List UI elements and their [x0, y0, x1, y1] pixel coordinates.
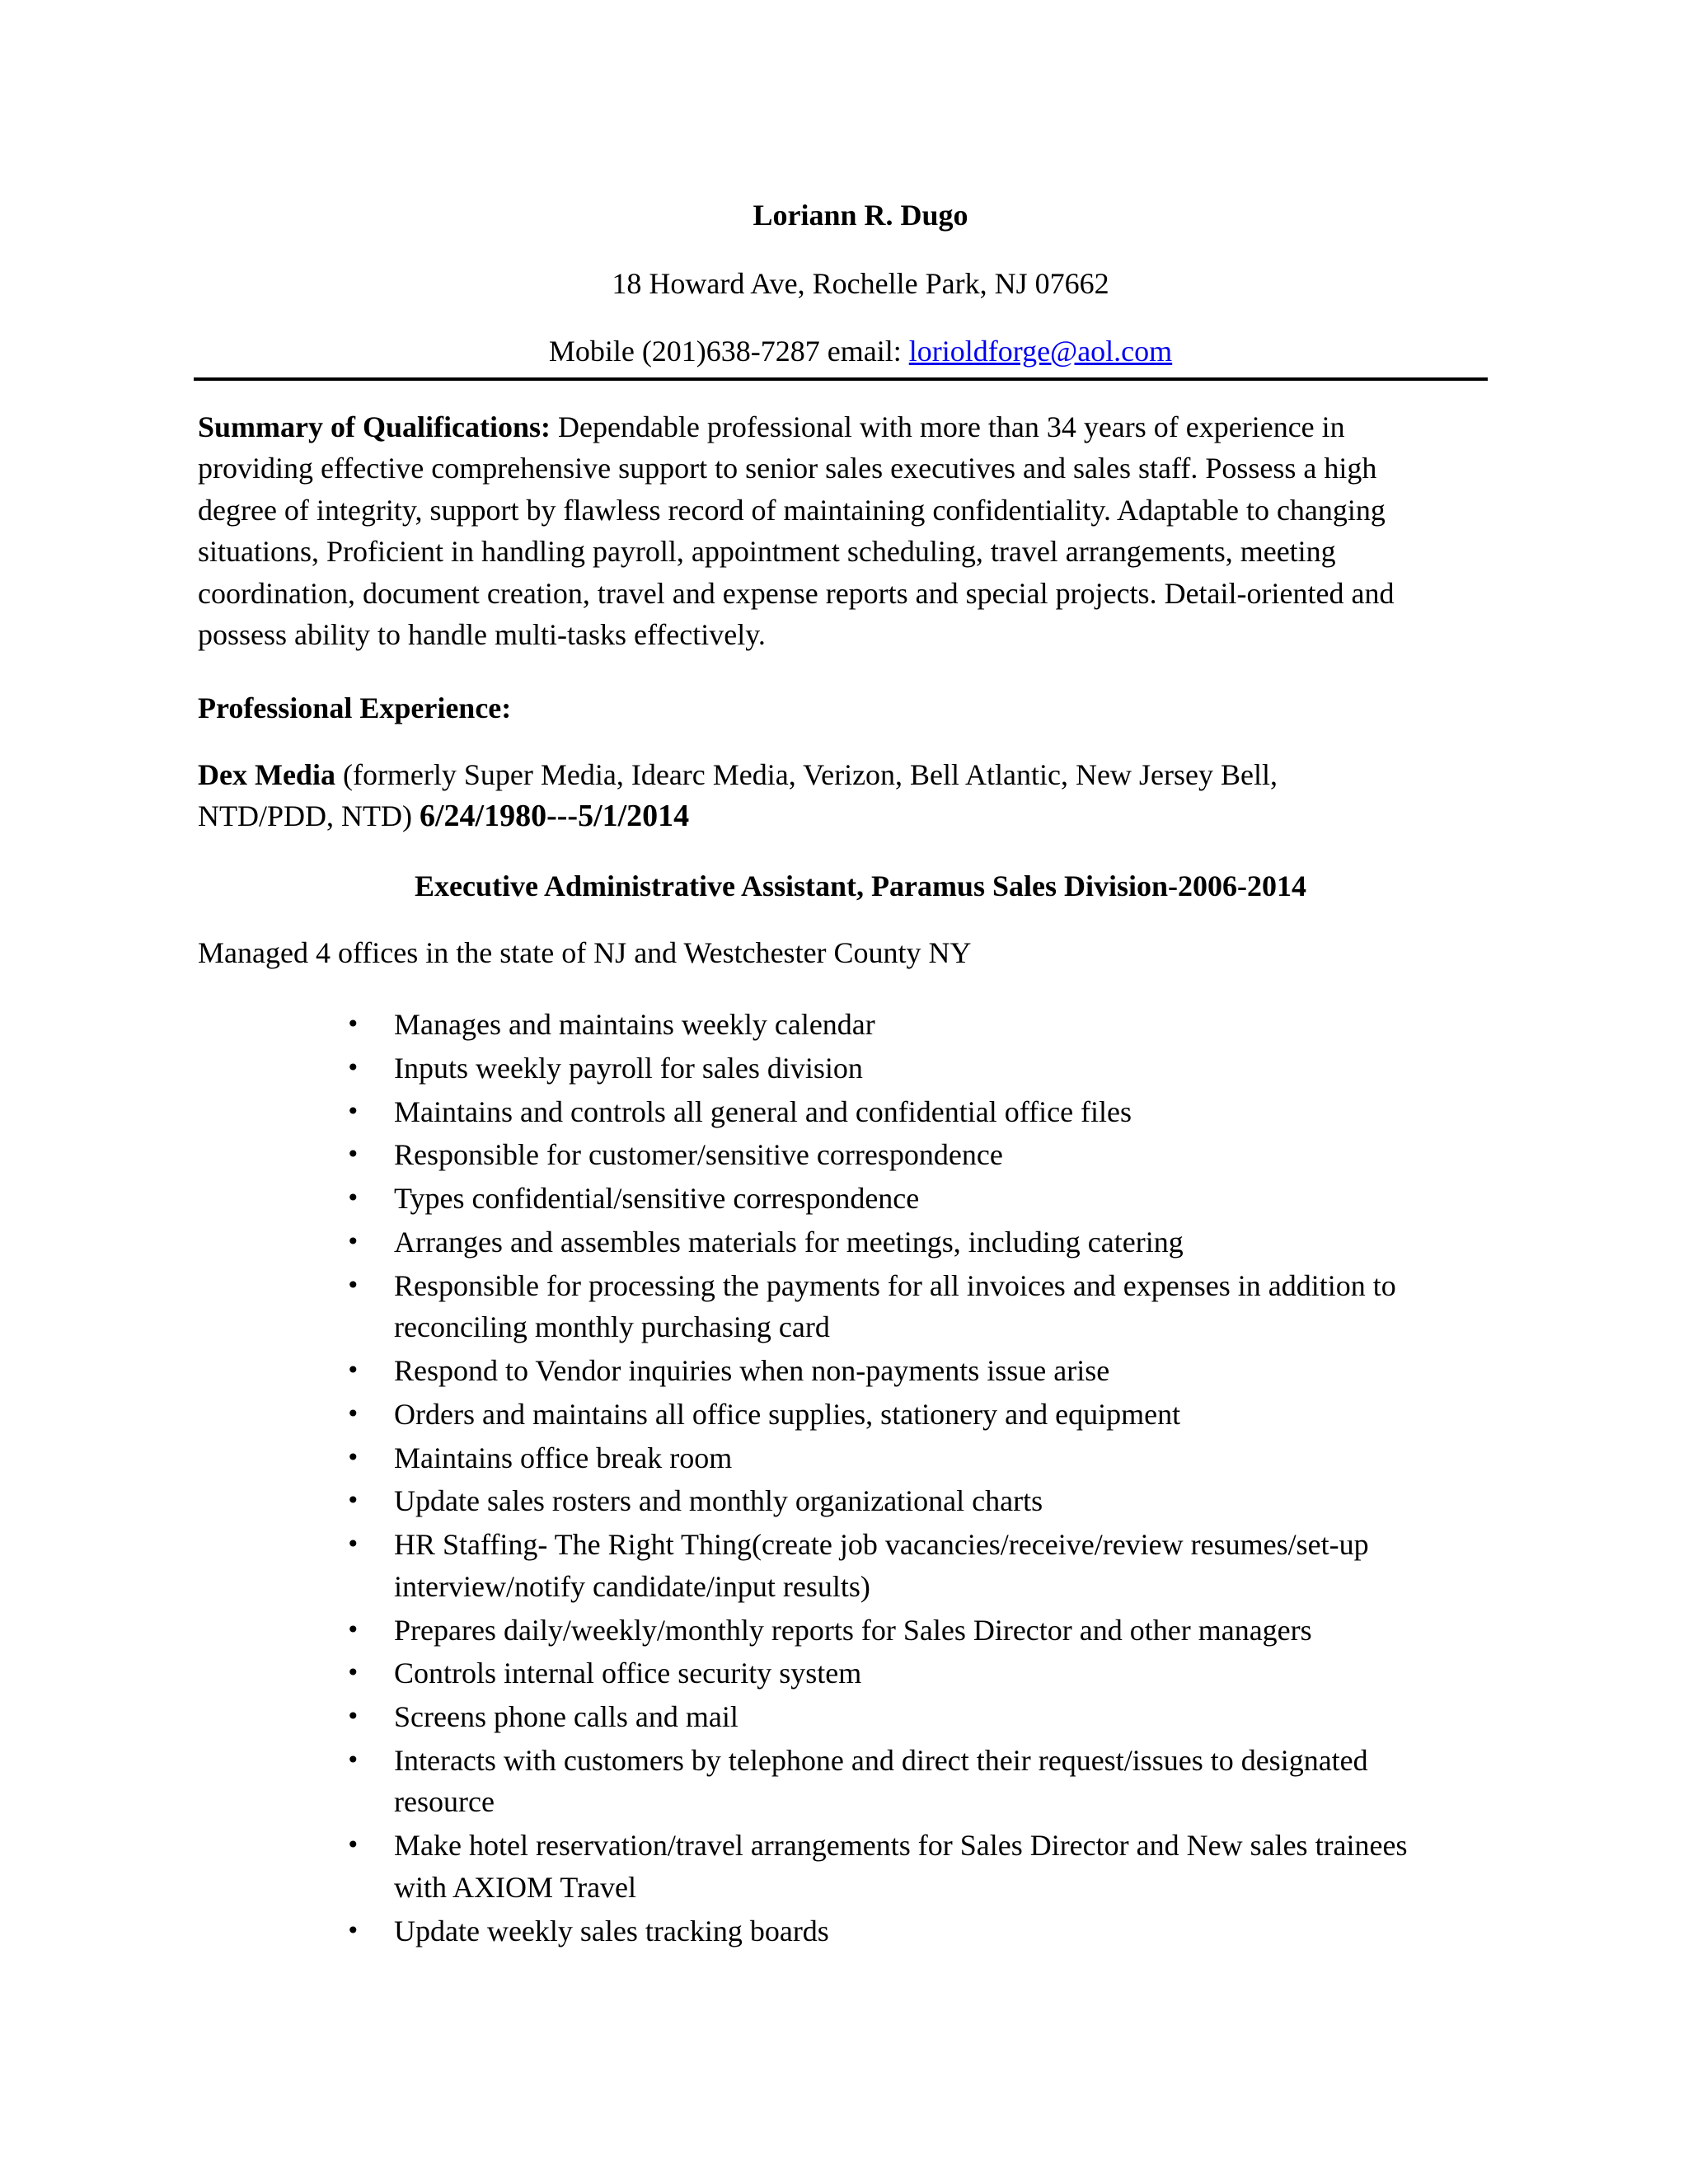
duty-item: [346, 1825, 1500, 1908]
duty-text: Types confidential/sensitive correspondence: [394, 1182, 920, 1216]
summary-line: providing effective comprehensive support to senior sales executives and sales staff. Possess a high: [198, 452, 1377, 485]
professional-experience-heading: Professional Experience:: [198, 691, 512, 724]
duty-text: resource: [394, 1785, 495, 1819]
bullet-icon: •: [346, 1227, 360, 1255]
summary-line: possess ability to handle multi-tasks effectively.: [198, 618, 766, 652]
duty-text: Respond to Vendor inquiries when non-payments issue arise: [394, 1354, 1110, 1388]
bullet-icon: •: [346, 1615, 360, 1643]
company-line: Dex Media (formerly Super Media, Idearc Media, Verizon, Bell Atlantic, New Jersey Bell,: [198, 758, 1278, 791]
company-line: NTD/PDD, NTD) 6/24/1980---5/1/2014: [198, 799, 690, 833]
duty-text: reconciling monthly purchasing card: [394, 1310, 830, 1344]
bullet-icon: •: [346, 1053, 360, 1081]
candidate-address: 18 Howard Ave, Rochelle Park, NJ 07662: [612, 267, 1109, 300]
contact-line: [16, 334, 1688, 368]
bullet-icon: •: [346, 1916, 360, 1944]
candidate-name: Loriann R. Dugo: [753, 199, 968, 232]
employment-dates: 6/24/1980---5/1/2014: [419, 799, 690, 833]
bullet-icon: •: [346, 1357, 360, 1385]
bullet-icon: •: [346, 1141, 360, 1169]
duty-item: [346, 1091, 1500, 1133]
duty-item: [346, 1524, 1500, 1607]
duty-item: [346, 1265, 1500, 1348]
duty-item: [346, 1696, 1500, 1738]
bullet-icon: •: [346, 1530, 360, 1558]
duty-text: Maintains office break room: [394, 1441, 733, 1474]
duty-item: [346, 1610, 1500, 1652]
summary-line: situations, Proficient in handling payroll, appointment scheduling, travel arrangements, meeting: [198, 535, 1336, 569]
duty-item: [346, 1437, 1500, 1479]
duty-item: [346, 1480, 1500, 1522]
email-link[interactable]: lorioldforge@aol.com: [908, 335, 1173, 368]
bullet-icon: •: [346, 1746, 360, 1774]
duty-text: Responsible for customer/sensitive correspondence: [394, 1138, 1003, 1172]
phone-text: Mobile (201)638-7287 email:: [548, 335, 902, 368]
duty-item: [346, 1652, 1500, 1694]
duty-text: with AXIOM Travel: [394, 1870, 637, 1904]
bullet-icon: •: [346, 1271, 360, 1299]
duty-text: Responsible for processing the payments for all invoices and expenses in addition to: [394, 1268, 1396, 1302]
duty-text: Maintains and controls all general and confidential office files: [394, 1094, 1132, 1128]
duty-text: interview/notify candidate/input results): [394, 1569, 870, 1603]
header-divider: [194, 377, 1488, 381]
summary-line: degree of integrity, support by flawless record of maintaining confidentiality. Adaptable to changing: [198, 493, 1386, 527]
duty-text: Make hotel reservation/travel arrangements for Sales Director and New sales trainees: [394, 1829, 1408, 1863]
duty-item: [346, 1047, 1500, 1090]
duty-text: Orders and maintains all office supplies, stationery and equipment: [394, 1397, 1181, 1431]
duty-item: [346, 1221, 1500, 1263]
job-title: Executive Administrative Assistant, Paramus Sales Division-2006-2014: [414, 869, 1306, 902]
summary-line: Summary of Qualifications: Dependable professional with more than 34 years of experience in: [198, 410, 1345, 443]
bullet-icon: •: [346, 1184, 360, 1212]
bullet-icon: •: [346, 1443, 360, 1471]
duty-text: Controls internal office security system: [394, 1657, 862, 1690]
bullet-icon: •: [346, 1487, 360, 1515]
summary-line: coordination, document creation, travel and expense reports and special projects. Detail-oriented and: [198, 576, 1395, 610]
duty-item: [346, 1350, 1500, 1392]
duty-text: Inputs weekly payroll for sales division: [394, 1051, 863, 1085]
summary-section: [198, 406, 1467, 655]
managed-offices-text: Managed 4 offices in the state of NJ and Westchester County NY: [198, 936, 972, 969]
company-block: [198, 754, 1484, 837]
summary-label: Summary of Qualifications:: [198, 410, 551, 443]
bullet-icon: •: [346, 1097, 360, 1125]
duty-item: [346, 1394, 1500, 1436]
duty-text: Update weekly sales tracking boards: [394, 1914, 829, 1947]
bullet-icon: •: [346, 1399, 360, 1427]
duty-item: [346, 1004, 1500, 1046]
duty-text: Interacts with customers by telephone and direct their request/issues to designated: [394, 1743, 1368, 1777]
duty-text: Manages and maintains weekly calendar: [394, 1008, 875, 1041]
bullet-icon: •: [346, 1703, 360, 1731]
bullet-icon: •: [346, 1010, 360, 1038]
bullet-icon: •: [346, 1659, 360, 1687]
duty-item: [346, 1134, 1500, 1176]
duty-text: Arranges and assembles materials for meetings, including catering: [394, 1225, 1184, 1258]
duty-item: [346, 1910, 1500, 1952]
duty-text: Update sales rosters and monthly organizational charts: [394, 1484, 1043, 1518]
duty-item: [346, 1178, 1500, 1220]
bullet-icon: •: [346, 1831, 360, 1859]
duty-item: [346, 1740, 1500, 1823]
company-name: Dex Media: [198, 758, 335, 791]
duty-text: HR Staffing- The Right Thing(create job vacancies/receive/review resumes/set-up: [394, 1528, 1369, 1562]
duty-text: Screens phone calls and mail: [394, 1700, 738, 1734]
duties-list: [346, 1004, 1500, 1953]
duty-text: Prepares daily/weekly/monthly reports for Sales Director and other managers: [394, 1613, 1312, 1647]
